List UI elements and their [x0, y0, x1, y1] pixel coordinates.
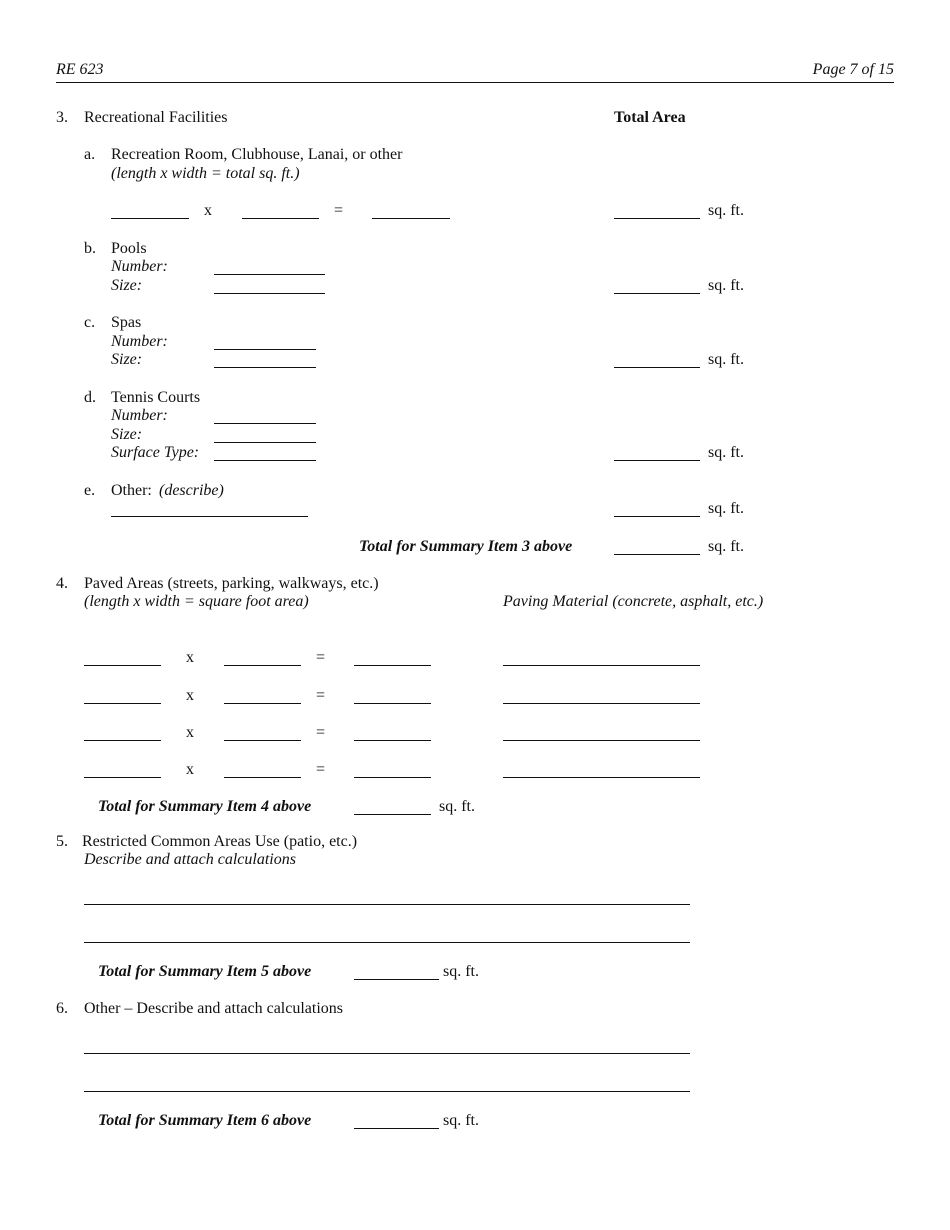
section-6-number: 6.: [56, 1000, 68, 1017]
section-4-number: 4.: [56, 575, 68, 592]
section-5-total-field[interactable]: [354, 979, 439, 980]
item-3b-title: Pools: [111, 240, 147, 257]
item-3c-number-field[interactable]: [214, 349, 316, 350]
paved-length-field[interactable]: [84, 703, 161, 704]
times-symbol: x: [186, 649, 194, 666]
item-3a-title: Recreation Room, Clubhouse, Lanai, or other: [111, 146, 403, 163]
section-3-number: 3.: [56, 109, 68, 126]
section-6-title: Other – Describe and attach calculations: [84, 1000, 343, 1017]
item-3c-total-field[interactable]: [614, 367, 700, 368]
paved-length-field[interactable]: [84, 665, 161, 666]
section-4-total-field[interactable]: [354, 814, 431, 815]
times-symbol: x: [186, 761, 194, 778]
times-symbol: x: [186, 687, 194, 704]
section-5-line-2[interactable]: [84, 942, 690, 943]
item-3c-number-label: Number:: [111, 333, 168, 350]
paved-area-field[interactable]: [354, 777, 431, 778]
paved-length-field[interactable]: [84, 777, 161, 778]
equals-symbol: =: [316, 724, 326, 741]
item-3d-number-field[interactable]: [214, 423, 316, 424]
item-3d-surface-label: Surface Type:: [111, 444, 200, 461]
unit-label: sq. ft.: [708, 202, 744, 219]
unit-label: sq. ft.: [439, 798, 475, 815]
paved-area-field[interactable]: [354, 703, 431, 704]
header-rule: [56, 82, 894, 83]
item-3d-letter: d.: [84, 389, 96, 406]
section-6-line-1[interactable]: [84, 1053, 690, 1054]
times-symbol: x: [204, 202, 212, 219]
total-area-heading: Total Area: [614, 109, 686, 126]
paving-material-field[interactable]: [503, 777, 700, 778]
equals-symbol: =: [334, 202, 344, 219]
section-4-title: Paved Areas (streets, parking, walkways, etc.): [84, 575, 379, 592]
item-3d-title: Tennis Courts: [111, 389, 201, 406]
unit-label: sq. ft.: [708, 500, 744, 517]
paving-material-field[interactable]: [503, 665, 700, 666]
unit-label: sq. ft.: [708, 538, 744, 555]
unit-label: sq. ft.: [708, 277, 744, 294]
paving-material-heading: Paving Material (concrete, asphalt, etc.): [503, 593, 764, 610]
section-5-total-label: Total for Summary Item 5 above: [98, 963, 312, 980]
unit-label: sq. ft.: [708, 444, 744, 461]
equals-symbol: =: [316, 649, 326, 666]
item-3e-note: (describe): [159, 482, 224, 499]
section-4-note: (length x width = square foot area): [84, 593, 309, 610]
section-3-title: Recreational Facilities: [84, 109, 228, 126]
section-6-line-2[interactable]: [84, 1091, 690, 1092]
section-6-total-field[interactable]: [354, 1128, 439, 1129]
item-3d-size-label: Size:: [111, 426, 143, 443]
paved-length-field[interactable]: [84, 740, 161, 741]
unit-label: sq. ft.: [443, 1112, 479, 1129]
item-3d-number-label: Number:: [111, 407, 168, 424]
item-3b-size-label: Size:: [111, 277, 143, 294]
section-6-total-label: Total for Summary Item 6 above: [98, 1112, 312, 1129]
paved-width-field[interactable]: [224, 740, 301, 741]
item-3c-size-field[interactable]: [214, 367, 316, 368]
paved-width-field[interactable]: [224, 703, 301, 704]
unit-label: sq. ft.: [443, 963, 479, 980]
paved-width-field[interactable]: [224, 665, 301, 666]
times-symbol: x: [186, 724, 194, 741]
item-3e-letter: e.: [84, 482, 96, 499]
item-3e-total-field[interactable]: [614, 516, 700, 517]
item-3b-letter: b.: [84, 240, 96, 257]
item-3a-length-field[interactable]: [111, 218, 189, 219]
equals-symbol: =: [316, 687, 326, 704]
item-3c-size-label: Size:: [111, 351, 143, 368]
section-5-line-1[interactable]: [84, 904, 690, 905]
item-3c-title: Spas: [111, 314, 142, 331]
item-3a-width-field[interactable]: [242, 218, 319, 219]
item-3d-surface-field[interactable]: [214, 460, 316, 461]
section-4-total-label: Total for Summary Item 4 above: [98, 798, 312, 815]
unit-label: sq. ft.: [708, 351, 744, 368]
section-5-number: 5.: [56, 833, 68, 850]
item-3a-total-field[interactable]: [614, 218, 700, 219]
item-3b-size-field[interactable]: [214, 293, 325, 294]
page-number: Page 7 of 15: [812, 61, 894, 78]
paving-material-field[interactable]: [503, 740, 700, 741]
item-3b-total-field[interactable]: [614, 293, 700, 294]
item-3a-result-field[interactable]: [372, 218, 450, 219]
section-3-total-field[interactable]: [614, 554, 700, 555]
section-5-note: Describe and attach calculations: [84, 851, 296, 868]
paved-area-field[interactable]: [354, 740, 431, 741]
item-3e-title: Other:: [111, 482, 152, 499]
item-3a-letter: a.: [84, 146, 96, 163]
item-3b-number-label: Number:: [111, 258, 168, 275]
equals-symbol: =: [316, 761, 326, 778]
paving-material-field[interactable]: [503, 703, 700, 704]
section-5-title: Restricted Common Areas Use (patio, etc.): [82, 833, 358, 850]
paved-area-field[interactable]: [354, 665, 431, 666]
item-3d-total-field[interactable]: [614, 460, 700, 461]
item-3d-size-field[interactable]: [214, 442, 316, 443]
paved-width-field[interactable]: [224, 777, 301, 778]
item-3b-number-field[interactable]: [214, 274, 325, 275]
item-3e-describe-field[interactable]: [111, 516, 308, 517]
section-3-total-label: Total for Summary Item 3 above: [359, 538, 573, 555]
item-3c-letter: c.: [84, 314, 96, 331]
item-3a-note: (length x width = total sq. ft.): [111, 165, 300, 182]
form-id: RE 623: [56, 61, 104, 78]
